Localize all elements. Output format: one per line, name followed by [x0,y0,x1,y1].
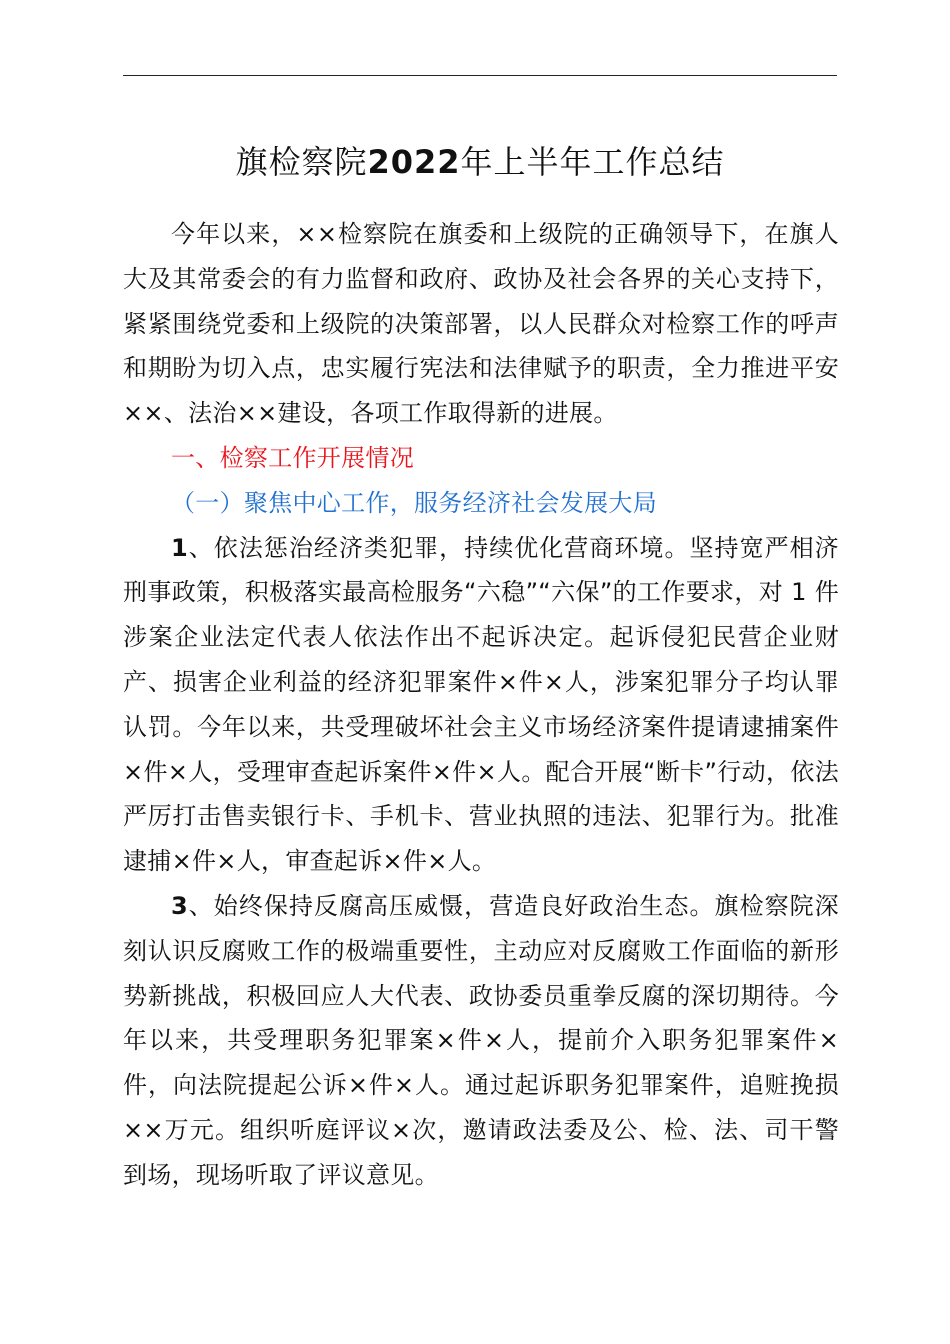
intro-paragraph: 今年以来，××检察院在旗委和上级院的正确领导下，在旗人大及其常委会的有力监督和政府、政协及社会各界的关心支持下，紧紧围绕党委和上级院的决策部署，以人民群众对检察工作的呼声和期盼为切入点，忠实履行宪法和法律赋予的职责，全力推进平安××、法治××建设，各项工作取得新的进展。 [123,220,839,428]
title-prefix: 旗检察院 [235,143,368,181]
item-1-text: 、依法惩治经济类犯罪，持续优化营商环境。坚持宽严相济刑事政策，积极落实最高检服务“六稳”“六保”的工作要求，对 1 件涉案企业法定代表人依法作出不起诉决定。起诉侵犯民营企业财产、损害企业利益的经济犯罪案件×件×人，涉案犯罪分子均认罪认罚。今年以来，共受理破坏社会主义市场经济案件提请逮捕案件×件×人，受理审查起诉案件×件×人。配合开展“断卡”行动，依法严厉打击售卖银行卡、手机卡、营业执照的违法、犯罪行为。批准逮捕×件×人，审查起诉×件×人。 [123,533,839,876]
section-heading: 一、检察工作开展情况 [171,443,414,472]
item-1-paragraph [123,526,839,884]
header-rule [123,75,837,76]
item-3-text: 、始终保持反腐高压威慑，营造良好政治生态。旗检察院深刻认识反腐败工作的极端重要性，主动应对反腐败工作面临的新形势新挑战，积极回应人大代表、政协委员重拳反腐的深切期待。今年以来，共受理职务犯罪案×件×人，提前介入职务犯罪案件×件，向法院提起公诉×件×人。通过起诉职务犯罪案件，追赃挽损××万元。组织听庭评议×次，邀请政法委及公、检、法、司干警到场，现场听取了评议意见。 [123,891,839,1189]
item-1-number: 1 [171,533,188,562]
title-suffix: 年上半年工作总结 [460,143,725,181]
subsection-heading: （一）聚焦中心工作，服务经济社会发展大局 [171,488,657,517]
title-year: 2022 [367,143,461,181]
document-title [123,140,837,184]
item-3-number: 3 [171,891,188,920]
item-3-paragraph [123,884,839,1198]
document-body [123,212,839,1198]
